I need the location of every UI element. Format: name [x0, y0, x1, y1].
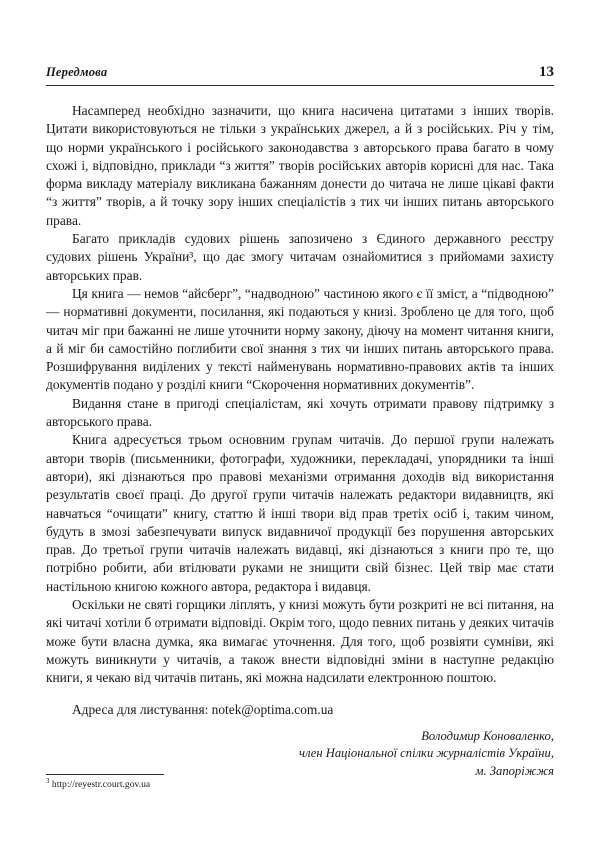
contact-line: Адреса для листування: notek@optima.com.ua — [72, 701, 334, 717]
paragraph: Книга адресується трьом основним групам читачів. До першої групи належать автори творів (письменники, фотографи, художники, перекладачі, упорядники та інші автори), які дізнаються про правові механізми отримання доходів від використання результатів своєї праці. До другої групи читачів належать редактори видавництв, які навчаться “очищати” книгу, статтю й інші твори від прав третіх осіб і, таким чином, будуть в змозі забезпечувати випуск видавничої продукції без порушення авторських прав. До третьої групи читачів належать видавці, які дізнаються з книги про те, що потрібно робити, аби втілювати руками не знищити свій бізнес. Цей твір має стати настільною книгою кожного автора, редактора і видавця. — [46, 432, 554, 594]
running-head-title: Передмова — [46, 65, 108, 79]
running-head — [46, 64, 554, 86]
footnote — [46, 774, 306, 791]
footnote-divider — [46, 774, 164, 775]
signature-city: м. Запоріжжя — [475, 764, 554, 779]
paragraph: Насамперед необхідно зазначити, що книга насичена цитатами з інших творів. Цитати використовуються не тільки з українських джерел, а й з російських. Річ у тім, що норми українського і російського законодавства з авторського права багато в чому схожі і, відповідно, приклади “з життя” творів російських авторів корисні для нас. Така форма викладу матеріалу викликана бажанням донести до читача не лише цікаві факти “з життя” творів, а й точку зору інших спеціалістів з тих чи інших питань авторського права. — [46, 103, 554, 228]
paragraph: Оскільки не святі горщики ліплять, у книзі можуть бути розкриті не всі питання, на які читачі хотіли б отримати відповіді. Окрім того, щодо певних питань у деяких читачів може бути власна думка, яка вимагає уточнення. Для того, щоб розвіяти сумніви, які можуть виникнути у читачів, а також внести відповідні зміни в наступне редакцію книги, я чекаю від читачів питань, які можна надсилати електронною поштою. — [46, 597, 554, 686]
paragraph: Ця книга — немов “айсберг”, “надводною” частиною якого є її зміст, а “підводною” — нормативні документи, посилання, які подаються у книзі. Зроблено це для того, щоб читач міг при бажанні не лише уточнити норму закону, діючу на момент читання книги, а й міг би самостійно поглибити свої знання з тих чи інших питань авторського права. Розшифрування виділених у тексті найменувань нормативно-правових актів та інших документів подано у розділі книги “Скорочення нормативних документів”. — [46, 285, 554, 393]
paragraph: Багато прикладів судових рішень запозичено з Єдиного державного реєстру судових рішень України³, що дає змогу читачам ознайомитися з прийомами захисту авторських прав. — [46, 231, 554, 283]
body-text — [46, 102, 554, 688]
footnote-text — [46, 776, 306, 791]
signature-role: член Національної спілки журналістів України, — [298, 746, 554, 761]
footnote-marker: 3 — [46, 776, 50, 785]
paragraph: Видання стане в пригоді спеціалістам, які хочуть отримати правову підтримку з авторського права. — [46, 395, 554, 430]
page-number: 13 — [539, 64, 554, 80]
signature-name: Володимир Коноваленко, — [421, 728, 554, 743]
footnote-body: http://reyestr.court.gov.ua — [49, 778, 151, 790]
